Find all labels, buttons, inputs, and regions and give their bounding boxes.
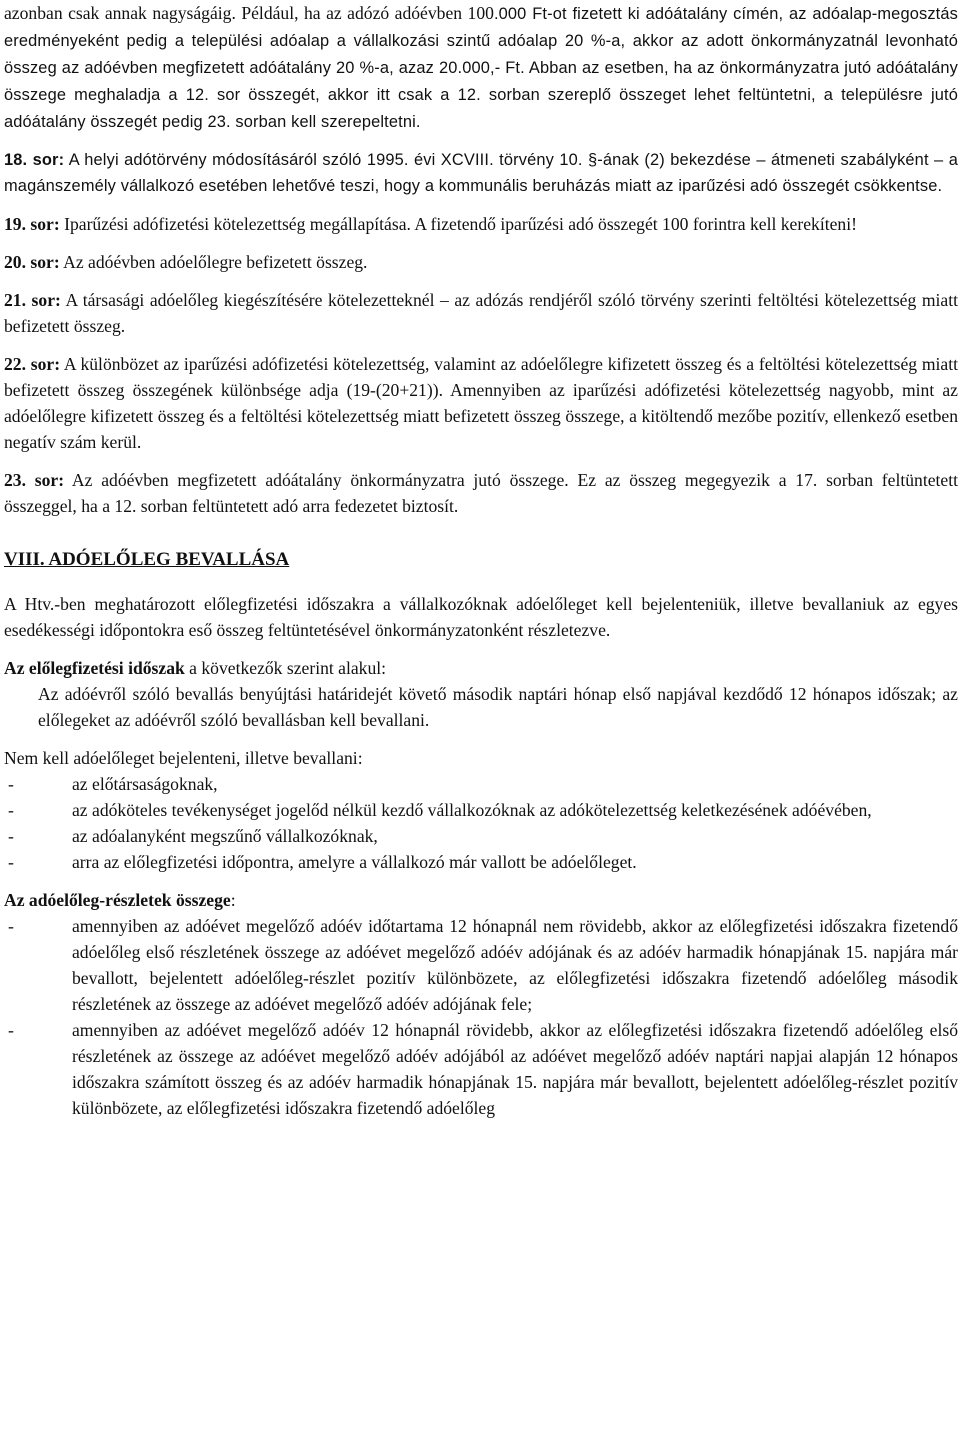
period-title: Az előlegfizetési időszak	[4, 658, 185, 678]
list-item: - amennyiben az adóévet megelőző adóév időtartama 12 hónapnál nem rövidebb, akkor az előlegfizetési időszakra fizetendő adóelőleg első részletének összege az adóévet megelőző adóév adójának és az adóév harmadik hónapjának 15. napjára már bevallott, bejelentett adóelőleg-részlet pozitív különbözete, az előlegfizetési időszakra fizetendő adóelőleg második részletének az összege az adóévet megelőző adóév adójának fele;	[4, 913, 958, 1017]
list-item: - az adóköteles tevékenységet jogelőd nélkül kezdő vállalkozóknak az adókötelezettség keletkezésének adóévében,	[4, 797, 958, 823]
no-advance-title: Nem kell adóelőleget bejelenteni, illetve bevallani:	[4, 748, 363, 768]
row-19-text: Iparűzési adófizetési kötelezettség megállapítása. A fizetendő iparűzési adó összegét 100 forintra kell kerekíteni!	[59, 214, 857, 234]
row-18-text: A helyi adótörvény módosításáról szóló 1995. évi XCVIII. törvény 10. §-ának (2) bekezdése – átmeneti szabályként – a magánszemély vállalkozó esetében lehetővé teszi, hogy a kommunális beruházás miatt az iparűzési adó összegét csökkentse.	[4, 151, 958, 195]
no-advance-list	[4, 771, 958, 875]
document-page	[4, 0, 958, 1121]
row-22-text: A különbözet az iparűzési adófizetési kötelezettség, valamint az adóelőlegre kifizetett összeg és a feltöltési kötelezettség miatt befizetett összeg összegének különbsége adja (19-(20+21)). Amennyiben az iparűzési adófizetési kötelezettség nagyobb, mint az adóelőlegre kifizetett összeg és a feltöltési kötelezettség miatt befizetett összeg összege, a kitöltendő mezőbe pozitív, ellenkező esetben negatív szám kerül.	[4, 354, 958, 452]
amount-list	[4, 913, 958, 1121]
row-20-paragraph	[4, 249, 958, 275]
period-title-rest: a következők szerint alakul:	[184, 658, 387, 678]
row-20-text: Az adóévben adóelőlegre befizetett összeg.	[59, 252, 368, 272]
section-intro: A Htv.-ben meghatározott előlegfizetési időszakra a vállalkozóknak adóelőleget kell bejelenteniük, illetve bevallaniuk az egyes esedékességi időpontokra eső összeg feltüntetésével önkormányzatonként részletezve.	[4, 594, 958, 640]
row-21-paragraph	[4, 287, 958, 339]
row-21-label: 21. sor:	[4, 290, 61, 310]
list-item: - amennyiben az adóévet megelőző adóév 12 hónapnál rövidebb, akkor az előlegfizetési időszakra fizetendő adóelőleg első részletének az összege az adóévet megelőző adóév adójából az adóévet megelőző adóév naptári napjai alapján 12 hónapos időszakra számított összeg és az adóév harmadik hónapjának 15. napjára már bevallott, bejelentett adóelőleg-részlet pozitív különbözete, az előlegfizetési időszakra fizetendő adóelőleg	[4, 1017, 958, 1121]
row-23-text: Az adóévben megfizetett adóátalány önkormányzatra jutó összege. Ez az összeg megegyezik a 17. sorban feltüntetett összeggel, ha a 12. sorban feltüntetett adó arra fedezetet biztosít.	[4, 470, 958, 516]
intro-paragraph	[4, 0, 958, 135]
intro-sans: .000 Ft-ot fizetett ki adóátalány címén, az adóalap-megosztás eredményeként pedig a települési adóalap a vállalkozási szintű adóalap 20 %-a, akkor az adott önkormányzatnál levonható összeg az adóévben megfizetett adóátalány 20 %-a, azaz 20.000,- Ft. Abban az esetben, ha az önkormányzatra jutó adóátalány összege meghaladja a 12. sor összegét, akkor itt csak a 12.	[4, 5, 958, 104]
row-19-label: 19. sor:	[4, 214, 60, 234]
list-item: - arra az előlegfizetési időpontra, amelyre a vállalkozó már vallott be adóelőleget.	[4, 849, 958, 875]
amount-title-paragraph	[4, 887, 958, 913]
period-text: Az adóévről szóló bevallás benyújtási határidejét követő második naptári hónap első napjával kezdődő 12 hónapos időszak; az előlegeket az adóévről szóló bevallásban kell bevallani.	[38, 684, 958, 730]
row-23-paragraph	[4, 467, 958, 519]
intro-serif: azonban csak annak nagyságáig. Például, ha az adózó adóévben 100	[4, 3, 494, 23]
period-title-paragraph	[4, 655, 958, 681]
row-18-paragraph	[4, 147, 958, 199]
row-23-label: 23. sor:	[4, 470, 65, 490]
row-21-text: A társasági adóelőleg kiegészítésére kötelezetteknél – az adózás rendjéről szóló törvény szerinti feltöltési kötelezettség miatt befizetett összeg.	[4, 290, 958, 336]
row-22-paragraph	[4, 351, 958, 455]
row-20-label: 20. sor:	[4, 252, 60, 272]
list-item: - az előtársaságoknak,	[4, 771, 958, 797]
row-22-label: 22. sor:	[4, 354, 61, 374]
row-18-label: 18. sor:	[4, 151, 65, 169]
row-19-paragraph	[4, 211, 958, 237]
list-item: - az adóalanyként megszűnő vállalkozóknak,	[4, 823, 958, 849]
amount-title: Az adóelőleg-részletek összege	[4, 890, 231, 910]
section-heading: VIII. ADÓELŐLEG BEVALLÁSA	[4, 549, 290, 570]
amount-title-rest: :	[230, 890, 236, 910]
intro-end: sorban szereplő összeget lehet feltüntetni, a településre jutó adóátalány összegét pedig 23. sorban kell szerepeltetni.	[4, 86, 958, 131]
